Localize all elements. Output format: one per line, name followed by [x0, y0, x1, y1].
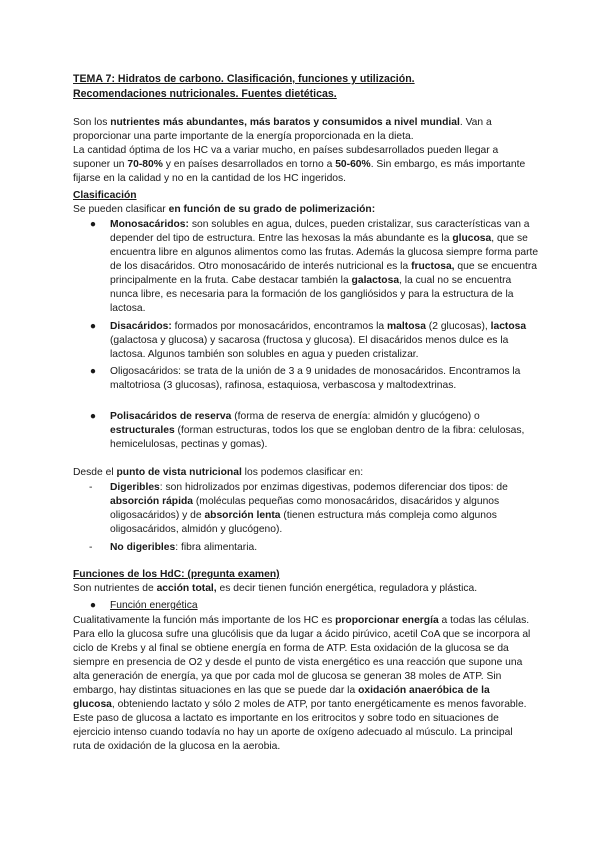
intro-bold: 70-80% — [127, 159, 163, 170]
list-item-disacaridos — [89, 320, 542, 362]
intro-text: La cantidad óptima de los HC va a variar mucho, en países subdesarrollados pueden llegar a suponer un — [73, 145, 499, 170]
list-item-no-digeribles — [89, 541, 542, 555]
bullet-icon: ● — [89, 321, 97, 332]
funcion-energetica-paragraph: Cualitativamente la función más importante de los HC es proporcionar energía a todas las células. Para ello la glucosa sufre una glucólisis que da lugar a ácido pirúvico, acetil CoA que se incorpora al ciclo de Krebs y al final se obtiene energía en forma de ATP. Esta oxidación de la glucosa se da siempre en presencia de O2 y desde el punto de vista energético es una reacción que supone una alta generación de energía, ya que por cada mol de glucosa se generan 38 moles de ATP. Sin embargo, hay distintas situaciones en las que se puede dar la oxidación anaeróbica de la glucosa, obteniendo lactato y sólo 2 moles de ATP, por tanto energéticamente es menos favorable. Este paso de glucosa a lactato es importante en los eritrocitos y sobre todo en situaciones de ejercicio intenso cuando todavía no hay un aporte de oxígeno adecuado al músculo. La principal ruta de oxidación de la glucosa en la aerobia. — [73, 615, 531, 752]
nutricional-lead: Desde el punto de vista nutricional los podemos clasificar en: — [73, 467, 364, 478]
intro-text: Son los — [73, 117, 111, 128]
list-item-oligosacaridos — [89, 365, 542, 393]
sub-item-label: Función energética — [110, 600, 198, 611]
intro-text: . Sin embargo, es más importante fijarse en la calidad y no en la cantidad de los HC ingeridos. — [73, 159, 526, 184]
intro-text: . Van a proporcionar una parte importante de la energía proporcionada en la dieta. — [73, 117, 492, 142]
page-title — [73, 72, 533, 102]
funciones-section: Funciones de los HdC: (pregunta examen) Son nutrientes de acción total, es decir tienen función energética, reguladora y plástica. — [73, 569, 478, 594]
list-item-text: No digeribles: fibra alimentaria. — [110, 542, 258, 553]
list-item-text: Monosacáridos: son solubles en agua, dulces, pueden cristalizar, sus características van a depender del tipo de estructura. Entre las hexosas la más abundante es la glucosa, que se encuentra libre en algunos alimentos como las frutas. Además la glucosa siempre forma parte de los disacáridos. Otro monosacárido de interés nutricional es la fructosa, que se encuentra principalmente en la fruta. Cabe destacar también la galactosa, la cual no se encuentra nunca libre, es necesaria para la formación de los gangliósidos y para la estructura de la lactosa. — [110, 219, 539, 314]
bullet-icon: ● — [89, 366, 97, 377]
list-item-text: Digeribles: son hidrolizados por enzimas digestivas, podemos diferenciar dos tipos: de absorción rápida (moléculas pequeñas como monosacáridos, disacáridos y algunos oligosacáridos) y de absorción lenta (tienen estructura más compleja como algunos oligosacáridos, almidón y glucógeno). — [110, 482, 508, 535]
list-item-digeribles — [89, 481, 542, 537]
title-line-2: Recomendaciones nutricionales. Fuentes dietéticas. — [73, 88, 337, 100]
clasificacion-section — [73, 189, 533, 217]
sub-item-funcion-energetica — [89, 599, 542, 613]
section-heading: Funciones de los HdC: (pregunta examen) — [73, 569, 280, 580]
list-item-monosacaridos — [89, 218, 542, 316]
bullet-icon: ● — [89, 219, 97, 230]
intro-paragraph — [73, 116, 533, 186]
section-lead-bold: en función de su grado de polimerización: — [168, 204, 376, 215]
dash-icon: - — [89, 542, 93, 553]
list-item-polisacaridos — [89, 410, 542, 452]
list-item-text: Polisacáridos de reserva (forma de reserva de energía: almidón y glucógeno) o estructurales (forman estructuras, todos los que se engloban dentro de la fibra: celulosas, hemicelulosas, pectinas y gomas). — [110, 411, 525, 450]
bullet-icon: ● — [89, 411, 97, 422]
bullet-icon: ● — [89, 600, 97, 611]
list-item-text: Oligosacáridos: se trata de la unión de 3 a 9 unidades de monosacáridos. Encontramos la maltotriosa (3 glucosas), rafinosa, estaquiosa, verbascosa y maltodextrinas. — [110, 366, 521, 391]
intro-text: y en países desarrollados en torno a — [162, 159, 336, 170]
section-heading: Clasificación — [73, 190, 137, 201]
intro-bold: nutrientes más abundantes, más baratos y consumidos a nivel mundial — [110, 117, 460, 128]
section-lead: Se pueden clasificar — [73, 204, 169, 215]
list-item-text: Disacáridos: formados por monosacáridos, encontramos la maltosa (2 glucosas), lactosa (galactosa y glucosa) y sacarosa (fructosa y glucosa). El disacáridos menos dulce es la lactosa. Algunos también son solubles en agua y pueden cristalizar. — [110, 321, 527, 360]
dash-icon: - — [89, 482, 93, 493]
intro-bold: 50-60% — [335, 159, 371, 170]
title-line-1: TEMA 7: Hidratos de carbono. Clasificación, funciones y utilización. — [73, 73, 415, 85]
